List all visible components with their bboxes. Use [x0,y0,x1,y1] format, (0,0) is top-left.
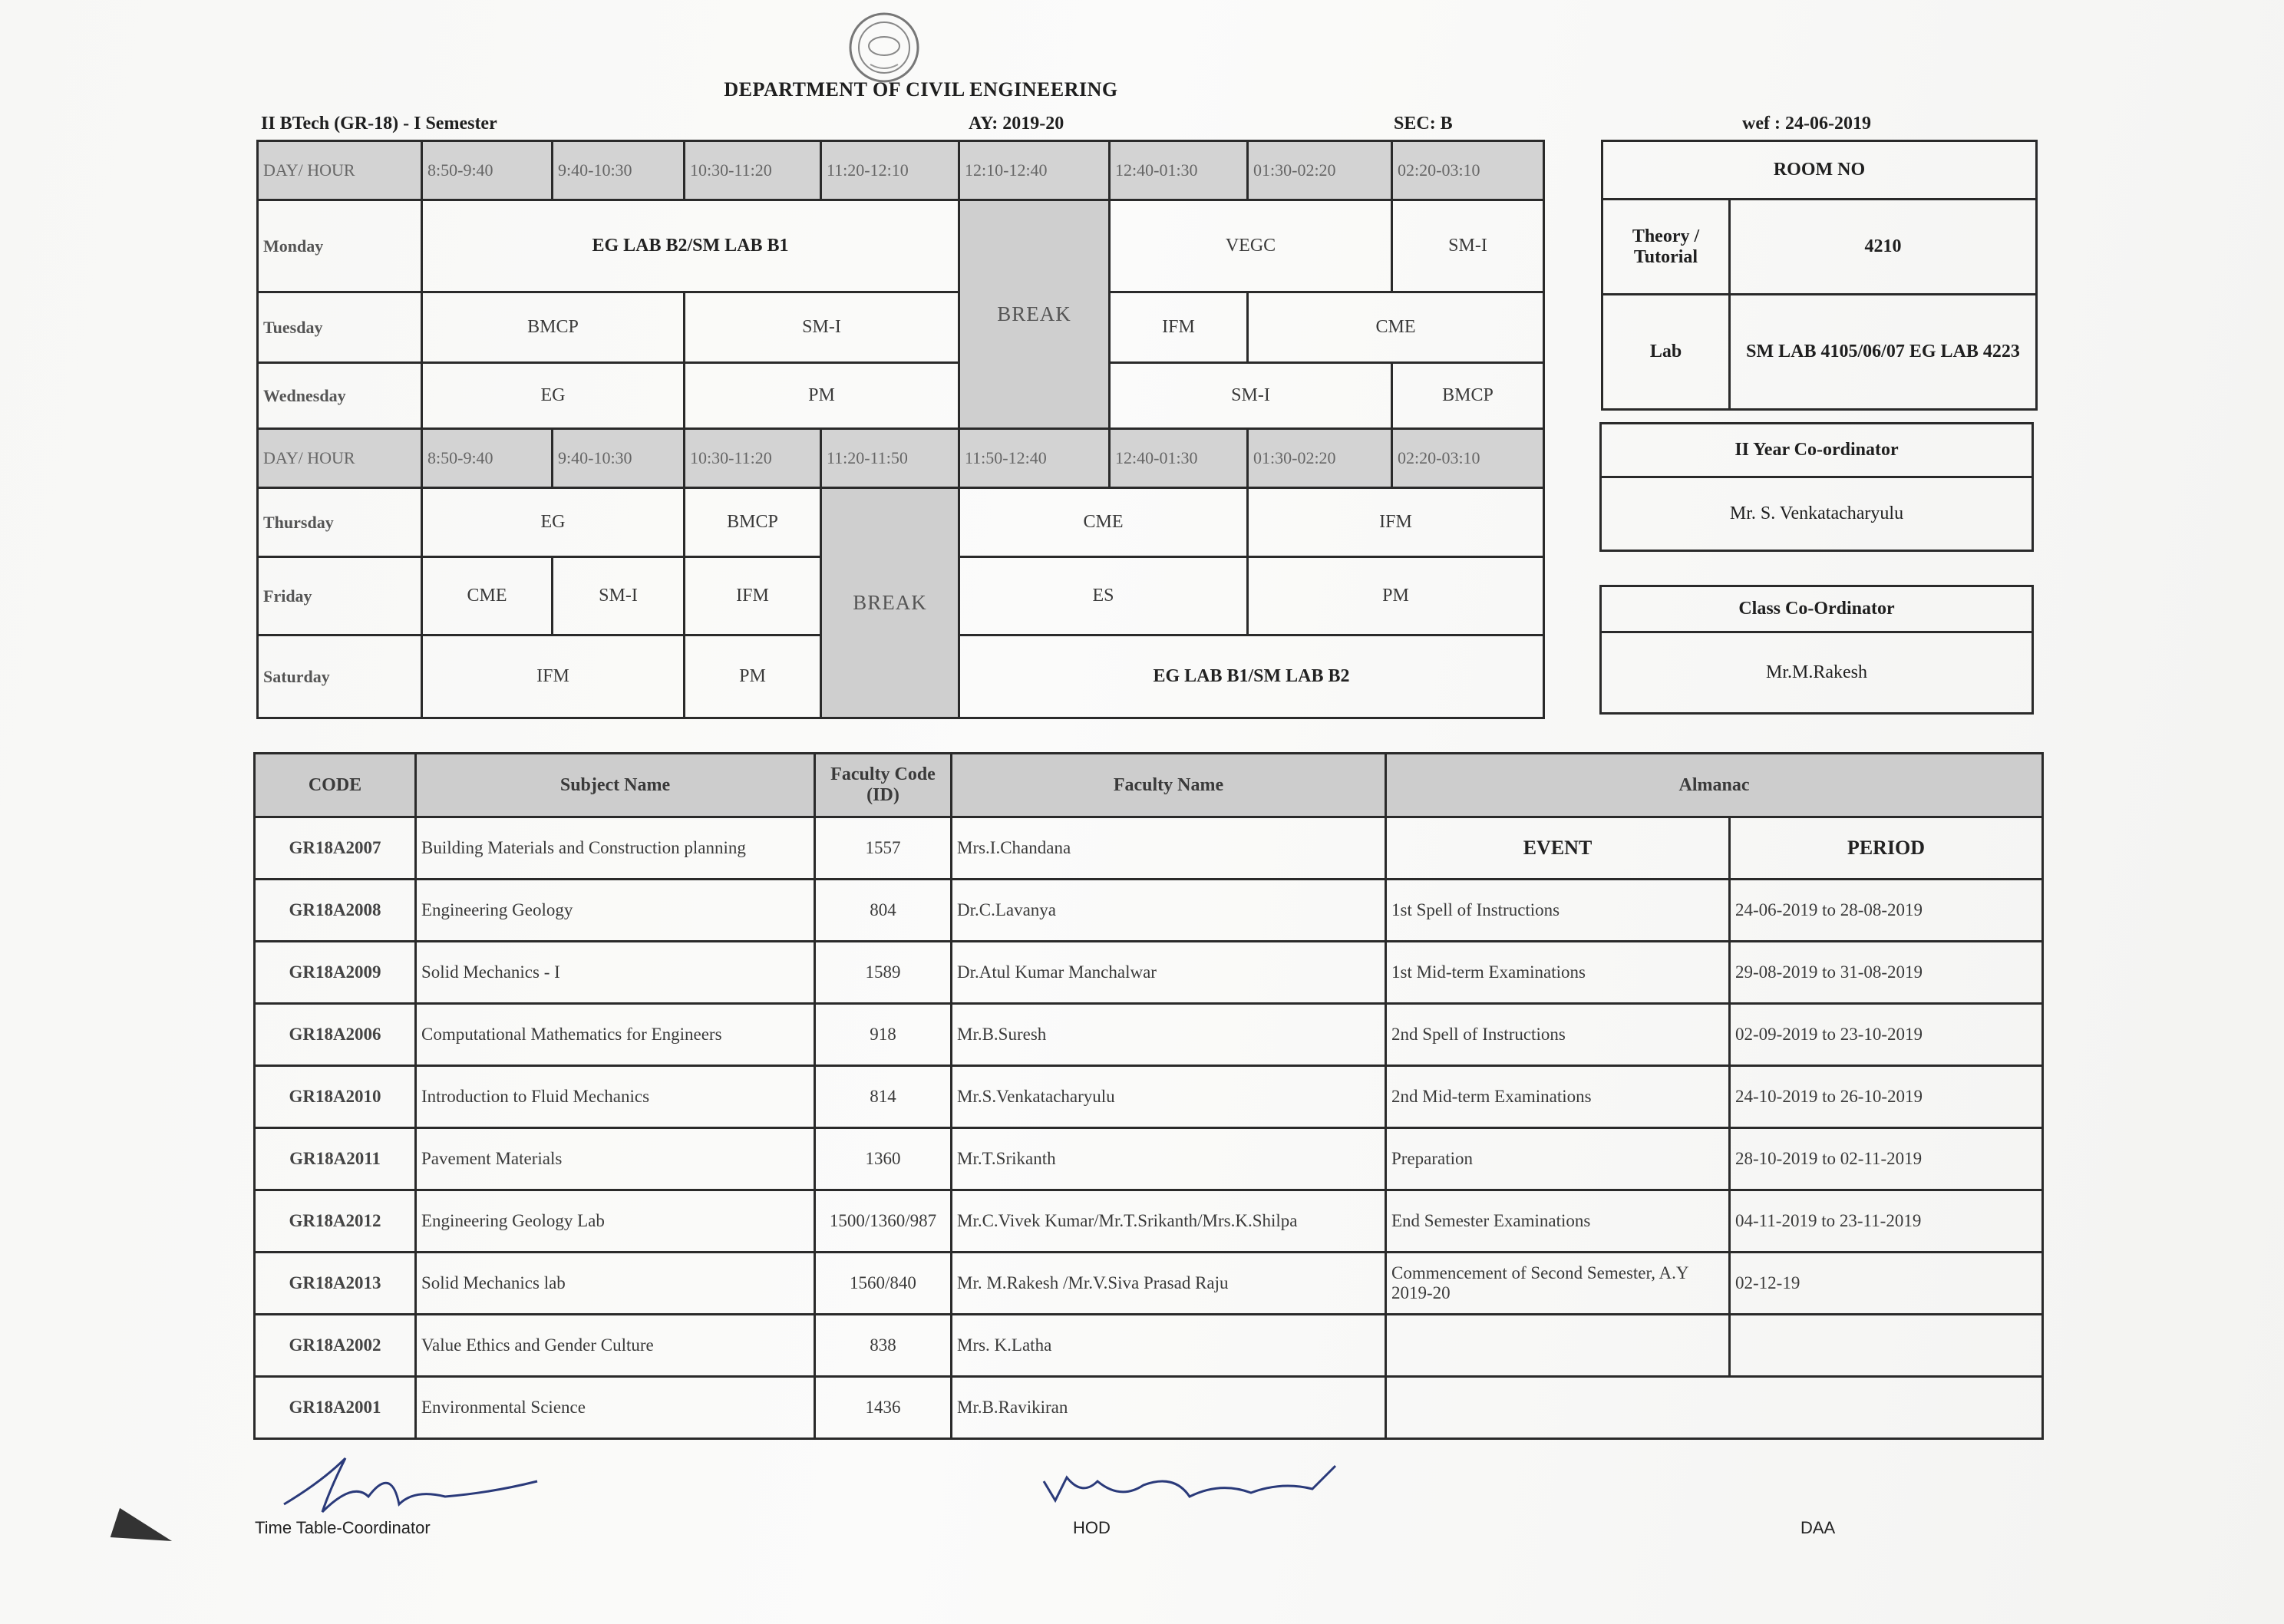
almanac-event: Commencement of Second Semester, A.Y 2019-20 [1386,1253,1730,1315]
subject-table [253,752,2044,1440]
year-coordinator-box [1599,422,2034,552]
almanac-header: Almanac [1386,754,2043,817]
row-monday [258,200,1544,292]
almanac-period: 24-06-2019 to 28-08-2019 [1730,880,2043,942]
class-cell: SM-I [1110,363,1392,429]
lab-label: Lab [1602,295,1730,410]
almanac-event: 2nd Mid-term Examinations [1386,1066,1730,1128]
almanac-period: 29-08-2019 to 31-08-2019 [1730,942,2043,1004]
table-row [255,817,2043,880]
day-hour-row-2 [258,429,1544,488]
subject-code: GR18A2012 [255,1190,416,1253]
class-cell: CME [959,488,1248,557]
class-cell: SM-I [1392,200,1544,292]
almanac-period: 24-10-2019 to 26-10-2019 [1730,1066,2043,1128]
almanac-period: 04-11-2019 to 23-11-2019 [1730,1190,2043,1253]
subject-name: Value Ethics and Gender Culture [416,1315,815,1377]
class-cell: IFM [1110,292,1248,363]
slot: 10:30-11:20 [685,141,821,200]
subject-code: GR18A2006 [255,1004,416,1066]
table-row [255,1066,2043,1128]
class-cell: EG LAB B2/SM LAB B1 [422,200,959,292]
subject-code: GR18A2001 [255,1377,416,1439]
faculty-code: 838 [815,1315,952,1377]
faculty-code: 1500/1360/987 [815,1190,952,1253]
slot: 8:50-9:40 [422,141,553,200]
faculty-code: 1560/840 [815,1253,952,1315]
college-seal-logo [847,11,921,84]
almanac-event: Preparation [1386,1128,1730,1190]
class-cell: PM [685,363,959,429]
day-label: Monday [258,200,422,292]
subject-code: GR18A2010 [255,1066,416,1128]
department-title: DEPARTMENT OF CIVIL ENGINEERING [724,78,1118,101]
wef-date: wef : 24-06-2019 [1742,114,1871,134]
subject-name: Environmental Science [416,1377,815,1439]
class-cell: CME [422,557,553,635]
class-cell: IFM [685,557,821,635]
class-cell: IFM [422,635,685,718]
slot: 02:20-03:10 [1392,429,1544,488]
faculty-name: Mr.B.Ravikiran [952,1377,1386,1439]
day-label: Saturday [258,635,422,718]
class-cell: BMCP [422,292,685,363]
faculty-name-header: Faculty Name [952,754,1386,817]
faculty-code: 1557 [815,817,952,880]
subject-name: Engineering Geology [416,880,815,942]
faculty-name: Dr.Atul Kumar Manchalwar [952,942,1386,1004]
row-tuesday [258,292,1544,363]
subject-name: Solid Mechanics lab [416,1253,815,1315]
year-coordinator-title: II Year Co-ordinator [1601,424,2033,477]
subject-code: GR18A2011 [255,1128,416,1190]
subject-code: GR18A2008 [255,880,416,942]
table-row [255,1190,2043,1253]
slot: 12:40-01:30 [1110,429,1248,488]
almanac-event: 1st Mid-term Examinations [1386,942,1730,1004]
class-coordinator-title: Class Co-Ordinator [1601,586,2033,632]
class-cell: PM [685,635,821,718]
class-coordinator-box [1599,585,2034,715]
subject-name: Solid Mechanics - I [416,942,815,1004]
slot: 02:20-03:10 [1392,141,1544,200]
table-row [255,1377,2043,1439]
slot: 11:20-11:50 [821,429,959,488]
almanac-period: 02-12-19 [1730,1253,2043,1315]
almanac-event-empty [1386,1315,1730,1377]
faculty-code: 918 [815,1004,952,1066]
faculty-name: Mr.S.Venkatacharyulu [952,1066,1386,1128]
almanac-period-empty [1730,1315,2043,1377]
subject-name-header: Subject Name [416,754,815,817]
slot: 11:20-12:10 [821,141,959,200]
class-cell: BMCP [1392,363,1544,429]
almanac-event: 2nd Spell of Instructions [1386,1004,1730,1066]
table-row [255,1253,2043,1315]
class-cell: CME [1248,292,1544,363]
class-coordinator-name: Mr.M.Rakesh [1601,632,2033,714]
code-header: CODE [255,754,416,817]
program-label: II BTech (GR-18) - I Semester [261,114,497,134]
theory-room: 4210 [1730,200,2037,295]
slot: 12:10-12:40 [959,141,1110,200]
break-cell: BREAK [959,200,1110,429]
lab-room: SM LAB 4105/06/07 EG LAB 4223 [1730,295,2037,410]
slot: 9:40-10:30 [553,141,685,200]
subject-name: Computational Mathematics for Engineers [416,1004,815,1066]
row-wednesday [258,363,1544,429]
room-title: ROOM NO [1602,141,2037,200]
almanac-period: 02-09-2019 to 23-10-2019 [1730,1004,2043,1066]
class-cell: EG [422,488,685,557]
table-row [255,1004,2043,1066]
subject-code: GR18A2002 [255,1315,416,1377]
faculty-name: Mr.T.Srikanth [952,1128,1386,1190]
day-hour-label: DAY/ HOUR [258,141,422,200]
slot: 12:40-01:30 [1110,141,1248,200]
subject-code: GR18A2013 [255,1253,416,1315]
theory-label: Theory / Tutorial [1602,200,1730,295]
day-label: Friday [258,557,422,635]
class-cell: EG [422,363,685,429]
class-cell: SM-I [553,557,685,635]
subject-header-row [255,754,2043,817]
academic-year: AY: 2019-20 [969,114,1064,134]
faculty-name: Mr.B.Suresh [952,1004,1386,1066]
faculty-name: Mr.C.Vivek Kumar/Mr.T.Srikanth/Mrs.K.Shilpa [952,1190,1386,1253]
section-label: SEC: B [1394,114,1453,134]
faculty-code-header: Faculty Code (ID) [815,754,952,817]
table-row [255,942,2043,1004]
subject-code: GR18A2009 [255,942,416,1004]
slot: 11:50-12:40 [959,429,1110,488]
coordinator-label: Time Table-Coordinator [255,1518,431,1537]
almanac-event: 1st Spell of Instructions [1386,880,1730,942]
faculty-code: 1360 [815,1128,952,1190]
faculty-name: Mrs. K.Latha [952,1315,1386,1377]
subject-code: GR18A2007 [255,817,416,880]
faculty-code: 814 [815,1066,952,1128]
period-header: PERIOD [1730,817,2043,880]
day-label: Wednesday [258,363,422,429]
class-cell: ES [959,557,1248,635]
room-table [1601,140,2038,411]
almanac-empty [1386,1377,2043,1439]
subject-name: Engineering Geology Lab [416,1190,815,1253]
arrow-mark-icon [111,1508,177,1556]
slot: 9:40-10:30 [553,429,685,488]
slot: 01:30-02:20 [1248,141,1392,200]
class-cell: PM [1248,557,1544,635]
break-cell: BREAK [821,488,959,718]
subject-name: Building Materials and Construction planning [416,817,815,880]
table-row [255,1315,2043,1377]
day-hour-label: DAY/ HOUR [258,429,422,488]
daa-label: DAA [1800,1518,1836,1537]
day-label: Tuesday [258,292,422,363]
class-cell: SM-I [685,292,959,363]
slot: 8:50-9:40 [422,429,553,488]
slot: 01:30-02:20 [1248,429,1392,488]
almanac-event: End Semester Examinations [1386,1190,1730,1253]
hod-label: HOD [1073,1518,1111,1537]
subject-name: Introduction to Fluid Mechanics [416,1066,815,1128]
row-thursday [258,488,1544,557]
almanac-period: 28-10-2019 to 02-11-2019 [1730,1128,2043,1190]
day-label: Thursday [258,488,422,557]
table-row [255,880,2043,942]
faculty-code: 1436 [815,1377,952,1439]
class-cell: VEGC [1110,200,1392,292]
class-cell: IFM [1248,488,1544,557]
faculty-name: Mr. M.Rakesh /Mr.V.Siva Prasad Raju [952,1253,1386,1315]
hod-signature [1036,1458,1343,1512]
table-row [255,1128,2043,1190]
class-cell: EG LAB B1/SM LAB B2 [959,635,1544,718]
class-cell: BMCP [685,488,821,557]
slot: 10:30-11:20 [685,429,821,488]
subject-name: Pavement Materials [416,1128,815,1190]
faculty-code: 1589 [815,942,952,1004]
faculty-code: 804 [815,880,952,942]
faculty-name: Dr.C.Lavanya [952,880,1386,942]
timetable [256,140,1545,719]
year-coordinator-name: Mr. S. Venkatacharyulu [1601,477,2033,551]
event-header: EVENT [1386,817,1730,880]
faculty-name: Mrs.I.Chandana [952,817,1386,880]
day-hour-row-1 [258,141,1544,200]
coordinator-signature [276,1451,545,1520]
